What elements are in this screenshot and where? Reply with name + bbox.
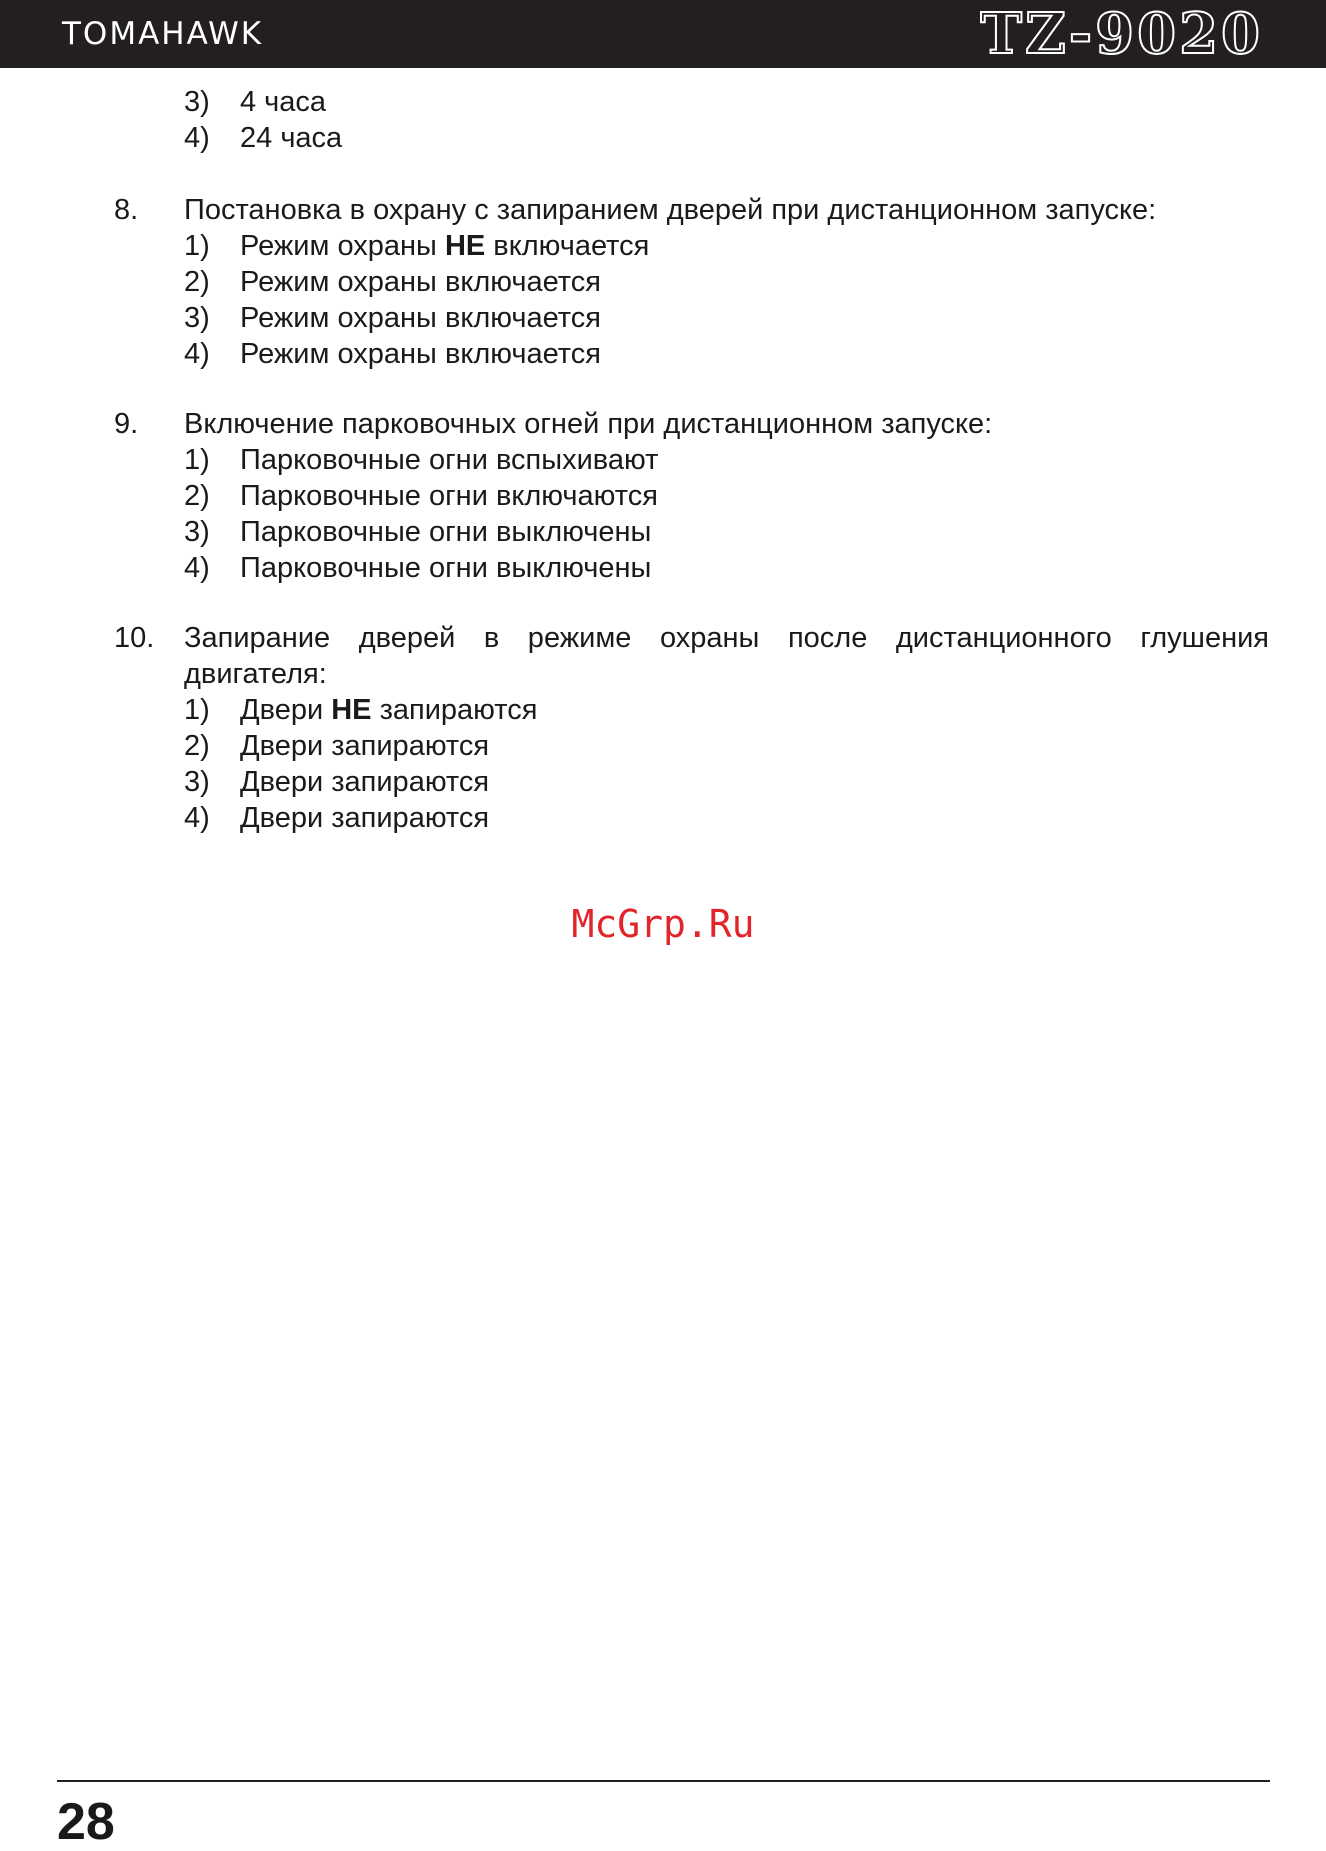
option-number: 3) <box>184 516 210 548</box>
option-text: 4 часа <box>240 86 327 118</box>
question-number: 8. <box>114 194 139 226</box>
emphasis-not: НЕ <box>331 694 372 726</box>
question-number: 9. <box>114 408 139 440</box>
option-number: 3) <box>184 86 210 118</box>
watermark: McGrp.Ru <box>571 902 755 946</box>
option-number: 4) <box>184 122 210 154</box>
option-text: Двери НЕ запираются <box>240 694 538 726</box>
option-number: 3) <box>184 302 210 334</box>
option-number: 4) <box>184 338 210 370</box>
page-number: 28 <box>57 1793 115 1851</box>
question-text-continued: двигателя: <box>184 658 327 690</box>
option-text: Режим охраны НЕ включается <box>240 230 650 262</box>
option-number: 2) <box>184 730 210 762</box>
option-number: 4) <box>184 802 210 834</box>
option-text: Двери запираются <box>240 802 490 834</box>
brand-name: TOMAHAWK <box>62 16 264 52</box>
page-header <box>0 0 1326 68</box>
option-text: Парковочные огни включаются <box>240 480 658 512</box>
option-number: 3) <box>184 766 210 798</box>
option-number: 1) <box>184 230 210 262</box>
option-number: 2) <box>184 266 210 298</box>
option-text: 24 часа <box>240 122 343 154</box>
question-text: Запирание дверей в режиме охраны после дистанционного глушения <box>184 622 1269 654</box>
option-text: Режим охраны включается <box>240 338 601 370</box>
option-text: Режим охраны включается <box>240 266 601 298</box>
option-number: 4) <box>184 552 210 584</box>
option-text: Парковочные огни вспыхивают <box>240 444 659 476</box>
question-text: Включение парковочных огней при дистанционном запуске: <box>184 408 993 440</box>
emphasis-not: НЕ <box>444 230 486 262</box>
option-text: Парковочные огни выключены <box>240 552 652 584</box>
option-number: 1) <box>184 444 210 476</box>
option-number: 2) <box>184 480 210 512</box>
option-text: Двери запираются <box>240 766 490 798</box>
option-text: Парковочные огни выключены <box>240 516 652 548</box>
option-text: Режим охраны включается <box>240 302 601 334</box>
option-text: Двери запираются <box>240 730 490 762</box>
question-number: 10. <box>114 622 155 654</box>
footer-divider <box>57 1780 1270 1782</box>
question-text: Постановка в охрану с запиранием дверей при дистанционном запуске: <box>184 194 1157 226</box>
option-number: 1) <box>184 694 210 726</box>
model-name: TZ-9020 <box>980 1 1263 67</box>
